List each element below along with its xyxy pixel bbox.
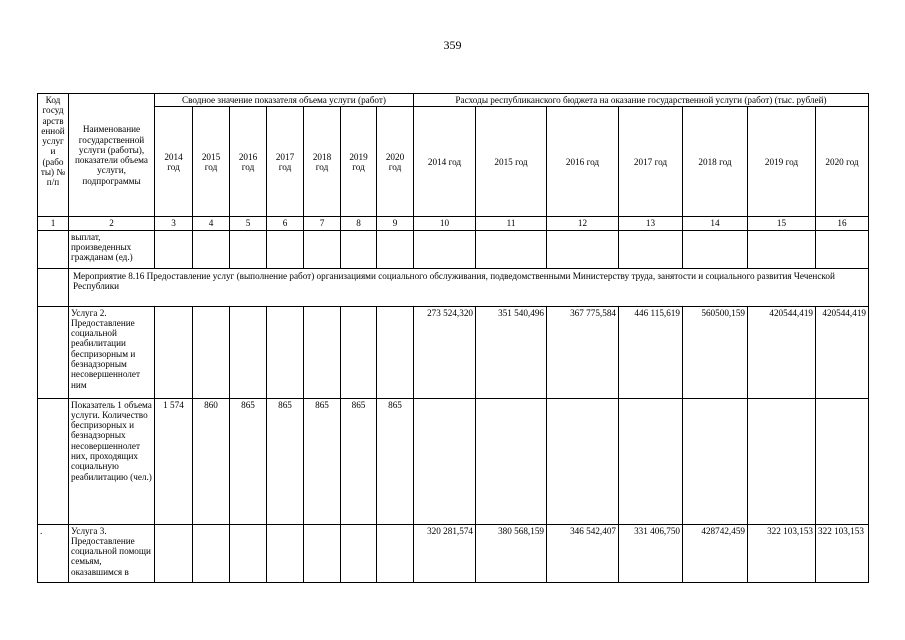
expense-cell: 351 540,496 [476, 306, 547, 398]
volume-year: 2018 год [304, 107, 341, 217]
expense-year: 2017 год [619, 107, 683, 217]
expense-year: 2016 год [547, 107, 619, 217]
expense-cell: 346 542,407 [547, 524, 619, 582]
row-name: Услуга 2. Предоставление социальной реабилитации беспризорным и безнадзорным несовершеннолет ним [69, 306, 155, 398]
row-name: Услуга 3. Предоставление социальной помощи семьям, оказавшимся в [69, 524, 155, 582]
volume-year: 2015 год [193, 107, 230, 217]
expense-cell: 322 103,153 [816, 524, 869, 582]
column-number: 8 [341, 217, 377, 230]
column-number: 13 [619, 217, 683, 230]
header-name: Наименование государственной услуги (работы), показатели объема услуги, подпрограммы [69, 94, 155, 217]
row-code: . [38, 524, 69, 582]
expense-cell: 420544,419 [816, 306, 869, 398]
page-number: 359 [443, 38, 462, 52]
column-number: 11 [476, 217, 547, 230]
volume-cell: 865 [304, 398, 341, 524]
table-row [38, 268, 869, 306]
volume-year: 2014 год [155, 107, 193, 217]
table-row [38, 398, 869, 524]
volume-cell: 860 [193, 398, 230, 524]
expense-cell: 446 115,619 [619, 306, 683, 398]
volume-year: 2016 год [230, 107, 267, 217]
column-number: 9 [377, 217, 414, 230]
expense-cell: 322 103,153 [748, 524, 816, 582]
expense-cell: 560500,159 [683, 306, 748, 398]
volume-cell: 865 [230, 398, 267, 524]
expense-year: 2019 год [748, 107, 816, 217]
table-row [38, 306, 869, 398]
header-expenses-group: Расходы республиканского бюджета на оказание государственной услуги (работ) (тыс. рублей) [414, 94, 869, 107]
budget-table [37, 93, 869, 583]
expense-year: 2020 год [816, 107, 869, 217]
expense-year: 2015 год [476, 107, 547, 217]
event-title: Мероприятие 8.16 Предоставление услуг (выполнение работ) организациями социального обслуживания, подведомственными Министерству труда, занятости и социального развития Чеченской Республики [69, 268, 869, 306]
volume-cell: 865 [267, 398, 304, 524]
expense-cell: 380 568,159 [476, 524, 547, 582]
row-name: Показатель 1 объема услуги. Количество беспризорных и безнадзорных несовершеннолет них, проходящих социальную реабилитацию (чел.) [69, 398, 155, 524]
row-name: выплат, произведенных гражданам (ед.) [69, 230, 155, 268]
volume-year: 2020 год [377, 107, 414, 217]
column-numbers-row [38, 217, 869, 230]
column-number: 10 [414, 217, 476, 230]
volume-year: 2017 год [267, 107, 304, 217]
volume-year: 2019 год [341, 107, 377, 217]
expense-year: 2014 год [414, 107, 476, 217]
column-number: 1 [38, 217, 69, 230]
expense-year: 2018 год [683, 107, 748, 217]
expense-cell: 367 775,584 [547, 306, 619, 398]
column-number: 2 [69, 217, 155, 230]
volume-cell: 1 574 [155, 398, 193, 524]
expense-cell: 420544,419 [748, 306, 816, 398]
column-number: 14 [683, 217, 748, 230]
column-number: 15 [748, 217, 816, 230]
column-number: 12 [547, 217, 619, 230]
header-volume-group: Сводное значение показателя объема услуги (работ) [155, 94, 414, 107]
column-number: 4 [193, 217, 230, 230]
expense-cell: 428742,459 [683, 524, 748, 582]
column-number: 3 [155, 217, 193, 230]
volume-cell: 865 [377, 398, 414, 524]
column-number: 7 [304, 217, 341, 230]
expense-cell: 331 406,750 [619, 524, 683, 582]
header-code: Код госуд арств енной услуг и (рабо ты) № п/п [38, 94, 69, 217]
table-row [38, 230, 869, 268]
column-number: 5 [230, 217, 267, 230]
table-row [38, 524, 869, 582]
column-number: 16 [816, 217, 869, 230]
expense-cell: 273 524,320 [414, 306, 476, 398]
volume-cell: 865 [341, 398, 377, 524]
column-number: 6 [267, 217, 304, 230]
expense-cell: 320 281,574 [414, 524, 476, 582]
